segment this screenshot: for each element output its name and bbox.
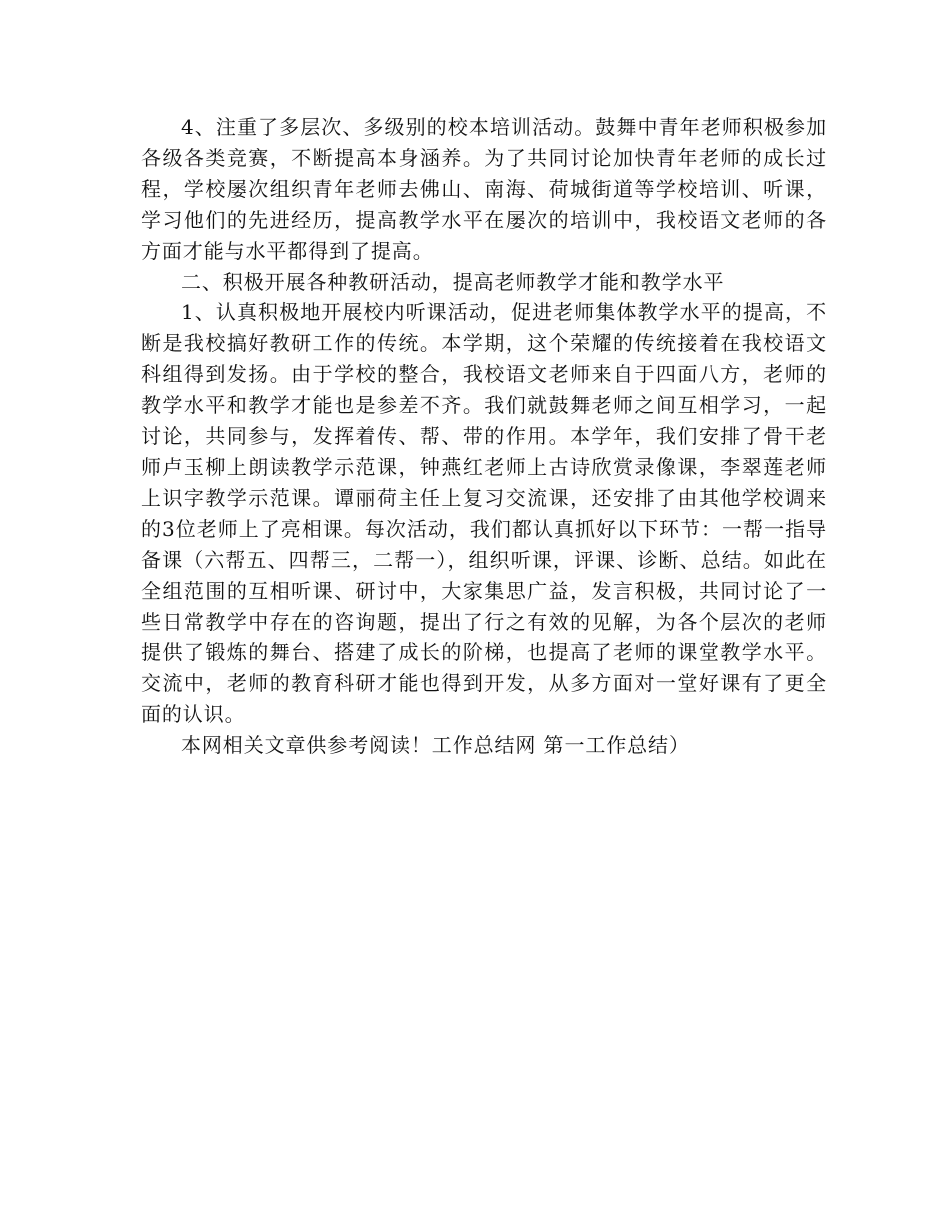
paragraph-reference-note: 本网相关文章供参考阅读！工作总结网 第一工作总结） xyxy=(181,733,690,758)
paragraph-training-activities: 4、注重了多层次、多级别的校本培训活动。鼓舞中青年老师积极参加各级各类竞赛，不断提高本身涵养。为了共同讨论加快青年老师的成长过程，学校屡次组织青年老师去佛山、南海、荷城街道等学校培训、听课，学习他们的先进经历，提高教学水平在屡次的培训中，我校语文老师的各方面才能与水平都得到了提高。 xyxy=(141,115,827,263)
paragraph-lesson-observation: 1、认真积极地开展校内听课活动，促进老师集体教学水平的提高，不断是我校搞好教研工作的传统。本学期，这个荣耀的传统接着在我校语文科组得到发扬。由于学校的整合，我校语文老师来自于四面八方，老师的教学水平和教学才能也是参差不齐。我们就鼓舞老师之间互相学习，一起讨论，共同参与，发挥着传、帮、带的作用。本学年，我们安排了骨干老师卢玉柳上朗读教学示范课，钟燕红老师上古诗欣赏录像课，李翠莲老师上识字教学示范课。谭丽荷主任上复习交流课，还安排了由其他学校调来的3位老师上了亮相课。每次活动，我们都认真抓好以下环节：一帮一指导备课（六帮五、四帮三，二帮一），组织听课，评课、诊断、总结。如此在全组范围的互相听课、研讨中，大家集思广益，发言积极，共同讨论了一些日常教学中存在的咨询题，提出了行之有效的见解，为各个层次的老师提供了锻炼的舞台、搭建了成长的阶梯，也提高了老师的课堂教学水平。交流中，老师的教育科研才能也得到开发，从多方面对一堂好课有了更全面的认识。 xyxy=(141,300,827,727)
section-heading-research-activities: 二、积极开展各种教研活动，提高老师教学才能和教学水平 xyxy=(181,269,725,294)
document-body xyxy=(141,112,827,761)
